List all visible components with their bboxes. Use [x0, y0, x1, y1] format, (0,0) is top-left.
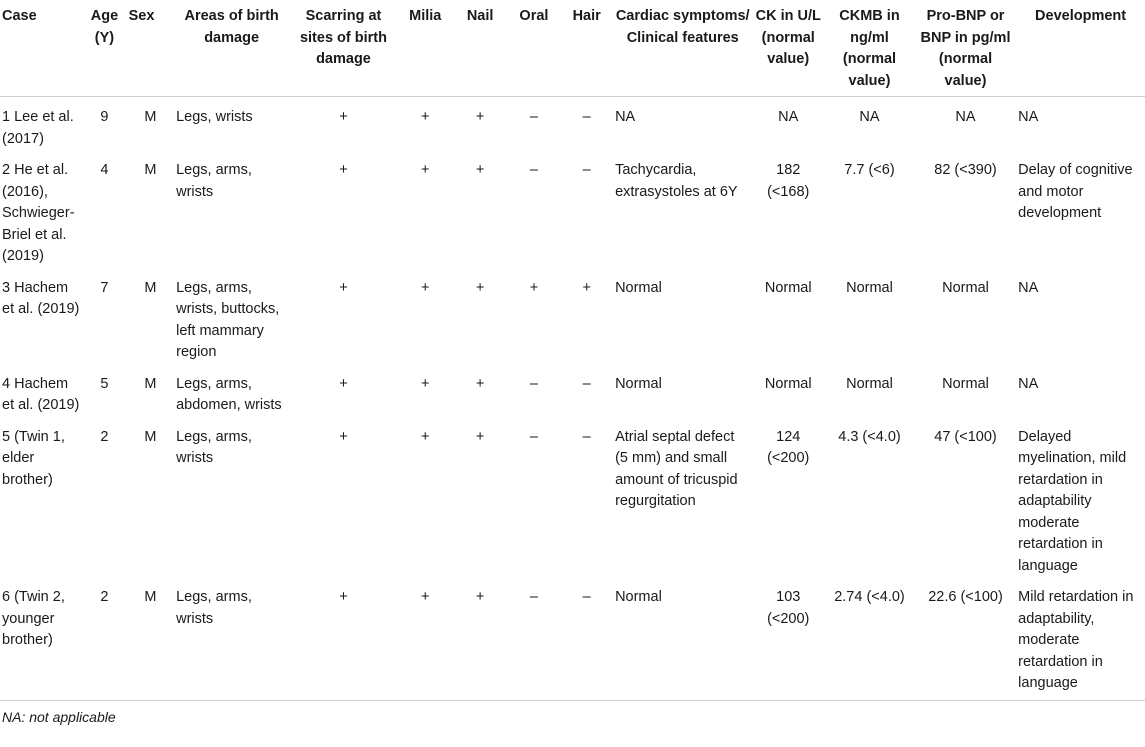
table-cell: M [144, 109, 157, 125]
table-cell: 4.3 (<4.0) [838, 428, 901, 445]
table-cell: – [529, 162, 538, 178]
table-cell: 5 (Twin 1, elder brother) [2, 428, 65, 488]
table-cell: M [144, 428, 157, 445]
table-cell: 47 (<100) [934, 428, 997, 445]
table-cell: + [339, 109, 348, 125]
table-cell: Delay of cognitive and motor development [1018, 162, 1133, 221]
table-cell: + [475, 162, 485, 178]
table-cell: Normal [764, 375, 812, 392]
table-cell: – [582, 375, 591, 392]
table-cell: Tachycardia, extrasystoles at 6Y [615, 162, 738, 200]
table-row [0, 97, 1145, 151]
table-cell: Legs, arms, wrists [174, 577, 289, 700]
col-header: Scarring at sites of birth damage [289, 0, 398, 97]
table-cell: NA [1018, 279, 1039, 296]
table-cell: Legs, arms, wrists, buttocks, left mammary region [176, 279, 280, 360]
col-header: Sex [127, 0, 174, 97]
table-cell: 3 Hachem et al. (2019) [2, 279, 80, 317]
table-cell: Normal [613, 577, 752, 700]
col-header: Areas of birth damage [174, 0, 289, 97]
table-cell: NA [615, 109, 636, 125]
table-cell: + [453, 577, 508, 700]
table-cell: + [421, 279, 430, 296]
table-cell: Legs, arms, wrists [176, 428, 252, 466]
col-header: Milia [398, 0, 453, 97]
table-cell: + [339, 279, 348, 296]
table-cell: Normal [615, 279, 662, 296]
table-cell: 4 Hachem et al. (2019) [2, 375, 80, 413]
col-header: Cardiac symptoms/ Clinical features [613, 0, 752, 97]
table-cell: Delayed myelination, mild retardation in adaptability moderate retardation in language [1018, 428, 1127, 574]
table-cell: 2 He et al. (2016), Schwieger-Briel et al. (2019) [2, 162, 75, 264]
col-header: Hair [560, 0, 613, 97]
table-cell: – [529, 109, 538, 125]
table-row [0, 417, 1145, 578]
table-cell: + [475, 279, 485, 296]
table-cell: + [398, 577, 453, 700]
table-cell: Normal [942, 375, 989, 392]
table-cell: + [421, 109, 430, 125]
table-cell: 7 [100, 279, 109, 296]
table-row [0, 577, 1145, 700]
table-cell: Normal [846, 279, 893, 296]
table-cell: – [560, 577, 613, 700]
table-cell: 4 [100, 162, 109, 178]
table-cell: + [582, 279, 591, 296]
col-header: Oral [508, 0, 561, 97]
table-cell: – [582, 162, 591, 178]
col-header: Development [1016, 0, 1145, 97]
table-cell: M [127, 577, 174, 700]
table-cell: – [529, 428, 538, 445]
table-cell: 2 [82, 577, 126, 700]
table-cell: – [582, 428, 591, 445]
col-header: Age (Y) [82, 0, 126, 97]
table-cell: 9 [100, 109, 109, 125]
table-cell: M [144, 279, 157, 296]
table-cell: 182 (<168) [767, 162, 810, 200]
table-cell: M [144, 162, 157, 178]
table-cell: + [475, 109, 485, 125]
table-cell: Legs, arms, wrists [176, 162, 252, 200]
table-cell: 103 (<200) [752, 577, 824, 700]
table-cell: 82 (<390) [934, 162, 997, 178]
table-cell: 5 [100, 375, 109, 392]
table-cell: + [475, 428, 485, 445]
table-cell: NA [955, 109, 976, 125]
table-cell: NA [778, 109, 799, 125]
table-cell: Normal [942, 279, 989, 296]
table-row [0, 150, 1145, 268]
table-cell: + [339, 375, 348, 392]
table-cell: – [582, 109, 591, 125]
table-cell: + [339, 162, 348, 178]
table-cell: – [529, 375, 538, 392]
col-header: Pro-BNP or BNP in pg/ml (normal value) [915, 0, 1016, 97]
table-cell: 2 [100, 428, 109, 445]
table-cell: 2.74 (<4.0) [824, 577, 915, 700]
table-cell: Normal [615, 375, 662, 392]
col-header: Case [0, 0, 82, 97]
table-cell: NA [859, 109, 880, 125]
footnote: NA: not applicable [2, 708, 116, 725]
table-cell: + [339, 428, 348, 445]
table-cell: Legs, wrists [176, 109, 253, 125]
table-cell: + [421, 162, 430, 178]
col-header: CK in U/L (normal value) [752, 0, 824, 97]
table-cell: + [421, 428, 430, 445]
table-cell: + [289, 577, 398, 700]
table-cell: 1 Lee et al. (2017) [2, 109, 74, 147]
table-cell: – [508, 577, 561, 700]
col-header: CKMB in ng/ml (normal value) [824, 0, 915, 97]
table-cell: M [144, 375, 157, 392]
table-cell: 7.7 (<6) [844, 162, 895, 178]
table-cell: Legs, arms, abdomen, wrists [176, 375, 282, 413]
table-cell: Normal [846, 375, 893, 392]
table-cell: Normal [764, 279, 812, 296]
header-row [0, 0, 1145, 97]
col-header: Nail [453, 0, 508, 97]
table-cell: NA [1018, 109, 1039, 125]
table-cell: 22.6 (<100) [915, 577, 1016, 700]
table-cell: 124 (<200) [767, 428, 810, 466]
table-cell: NA [1018, 375, 1039, 392]
table-row [0, 268, 1145, 364]
table-cell: Mild retardation in adaptability, moderate retardation in language [1016, 577, 1145, 700]
table-cell: Atrial septal defect (5 mm) and small amount of tricuspid regurgitation [615, 428, 738, 509]
table-cell: 6 (Twin 2, younger brother) [0, 577, 82, 700]
table-cell: + [421, 375, 430, 392]
table-row [0, 364, 1145, 417]
table-cell: + [529, 279, 539, 296]
table-cell: + [475, 375, 485, 392]
